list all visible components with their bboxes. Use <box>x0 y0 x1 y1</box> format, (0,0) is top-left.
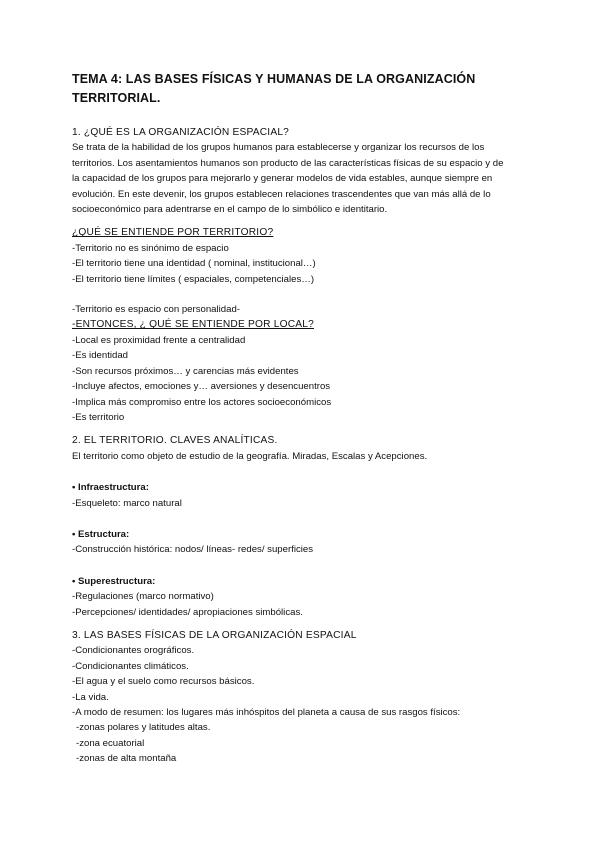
list-item: -Condicionantes climáticos. <box>72 660 189 672</box>
territorio-heading: ¿QUÉ SE ENTIENDE POR TERRITORIO? <box>72 227 274 239</box>
estructura-text: -Construcción histórica: nodos/ líneas- redes/ superficies <box>72 544 314 556</box>
territorio-block <box>72 225 540 317</box>
section-1 <box>72 125 540 217</box>
local-block <box>72 317 540 425</box>
paragraph-line: territorios. Los asentamientos humanos son producto de las características físicas de su espacio y de <box>72 157 504 169</box>
section-1-heading: 1. ¿QUÉ ES LA ORGANIZACIÓN ESPACIAL? <box>72 127 290 138</box>
sub-list-item: -zonas de alta montaña <box>76 753 177 765</box>
list-item: -Es identidad <box>72 350 128 362</box>
title-line-2: TERRITORIAL. <box>72 91 161 105</box>
territorio-note: -Territorio es espacio con personalidad- <box>72 304 240 316</box>
estructura-label: • Estructura: <box>72 528 130 540</box>
title-line-1: TEMA 4: LAS BASES FÍSICAS Y HUMANAS DE LA ORGANIZACIÓN <box>72 72 476 86</box>
superestructura-text-2: -Percepciones/ identidades/ apropiaciones simbólicas. <box>72 606 303 618</box>
list-item: -El agua y el suelo como recursos básicos. <box>72 676 255 688</box>
sub-list-item: -zonas polares y latitudes altas. <box>76 722 211 734</box>
list-item: -Implica más compromiso entre los actores socioeconómicos <box>72 396 332 408</box>
list-item: -La vida. <box>72 691 109 703</box>
section-2-heading: 2. EL TERRITORIO. CLAVES ANALÍTICAS. <box>72 435 278 447</box>
paragraph-line: Se trata de la habilidad de los grupos humanos para establecerse y organizar los recursos de los <box>72 142 485 154</box>
list-item: -Territorio no es sinónimo de espacio <box>72 242 229 254</box>
list-item: -El territorio tiene límites ( espaciales, competenciales…) <box>72 273 315 285</box>
paragraph-line: socioeconómico para adentrarse en el campo de lo simbólico e identitario. <box>72 204 388 216</box>
superestructura-text: -Regulaciones (marco normativo) <box>72 591 214 603</box>
list-item: -Condicionantes orográficos. <box>72 645 195 657</box>
section-3 <box>72 628 540 767</box>
local-heading: -ENTONCES, ¿ QUÉ SE ENTIENDE POR LOCAL? <box>72 319 314 331</box>
superestructura-label: • Superestructura: <box>72 575 156 587</box>
paragraph-line: evolución. En este devenir, los grupos establecen relaciones trascendentes que van más allá de lo <box>72 188 491 200</box>
infraestructura-label: • Infraestructura: <box>72 482 149 494</box>
list-item: -Local es proximidad frente a centralidad <box>72 334 246 346</box>
infraestructura-text: -Esqueleto: marco natural <box>72 497 182 509</box>
sub-list-item: -zona ecuatorial <box>76 737 145 749</box>
section-2-intro: El territorio como objeto de estudio de la geografía. Miradas, Escalas y Acepciones. <box>72 450 428 462</box>
list-item: -A modo de resumen: los lugares más inhóspitos del planeta a causa de sus rasgos físicos: <box>72 707 461 718</box>
list-item: -Son recursos próximos… y carencias más evidentes <box>72 365 299 377</box>
list-item: -Es territorio <box>72 411 125 423</box>
document-title <box>72 70 540 108</box>
paragraph-line: la capacidad de los grupos para mejorarlo y generar modelos de vida estables, aunque siempre en <box>72 173 493 185</box>
list-item: -Incluye afectos, emociones y… aversiones y desencuentros <box>72 381 331 393</box>
list-item: -El territorio tiene una identidad ( nominal, institucional…) <box>72 258 316 270</box>
section-2 <box>72 433 540 620</box>
section-3-heading: 3. LAS BASES FÍSICAS DE LA ORGANIZACIÓN ESPACIAL <box>72 629 357 641</box>
